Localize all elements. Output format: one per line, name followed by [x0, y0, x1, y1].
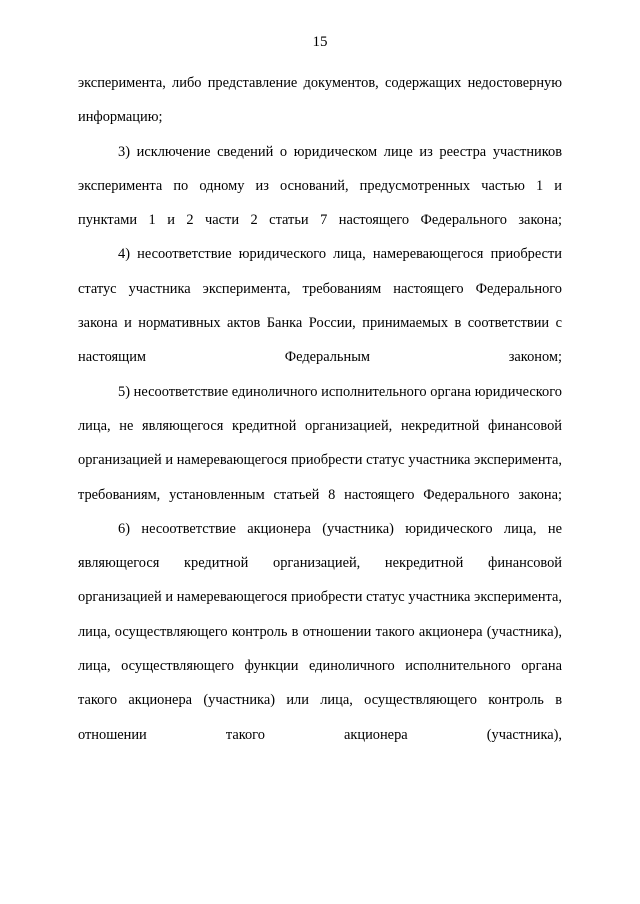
text-line: 5) несоответствие единоличного исполнительного органа	[118, 383, 472, 400]
page-number: 15	[312, 34, 328, 50]
text-line: 4) несоответствие юридического лица, намеревающегося приобрести	[118, 246, 562, 263]
paragraph-continuation	[78, 66, 562, 135]
text-line: эксперимента по одному из оснований, предусмотренных частью 1	[78, 177, 544, 194]
text-line: осуществляющего контроль в отношении такого акционера (участника),	[78, 692, 562, 743]
list-item-5	[78, 375, 562, 512]
list-item-3	[78, 135, 562, 238]
text-line: с настоящим Федеральным законом;	[78, 315, 562, 366]
text-line: статус участника эксперимента, требованиям настоящего Федерального	[78, 280, 562, 297]
list-item-4	[78, 237, 562, 374]
list-item-6	[78, 512, 562, 752]
text-line: исполнительного органа такого акционера (участника) или лица,	[78, 658, 562, 709]
text-line: и пунктами 1 и 2 части 2 статьи 7 настоящего Федерального закона;	[78, 177, 562, 229]
text-line: акционера (участника), лица, осуществляющего функции единоличного	[78, 623, 562, 675]
text-line: 6) несоответствие акционера (участника) юридического лица,	[118, 520, 537, 537]
text-line: юридического лица, не являющегося кредитной организацией,	[78, 383, 562, 434]
text-line: не являющегося кредитной организацией, некредитной финансовой	[78, 520, 562, 572]
text-line: эксперимента, лица, осуществляющего контроль в отношении такого	[78, 589, 562, 640]
text-line: эксперимента, либо представление документов, содержащих	[78, 75, 462, 91]
text-line: закона и нормативных актов Банка России, принимаемых в соответствии	[78, 315, 550, 332]
text-line: 3) исключение сведений о юридическом лице из реестра участников	[118, 143, 562, 160]
text-line: недостоверную информацию;	[78, 75, 562, 126]
text-line: организацией и намеревающегося приобрести статус участника	[78, 589, 471, 606]
text-line: некредитной финансовой организацией и намеревающегося приобрести	[78, 417, 562, 469]
text-line: статус участника эксперимента, требованиям, установленным статьей 8	[78, 452, 562, 503]
document-body	[78, 66, 562, 752]
text-line: настоящего Федерального закона;	[344, 486, 562, 503]
